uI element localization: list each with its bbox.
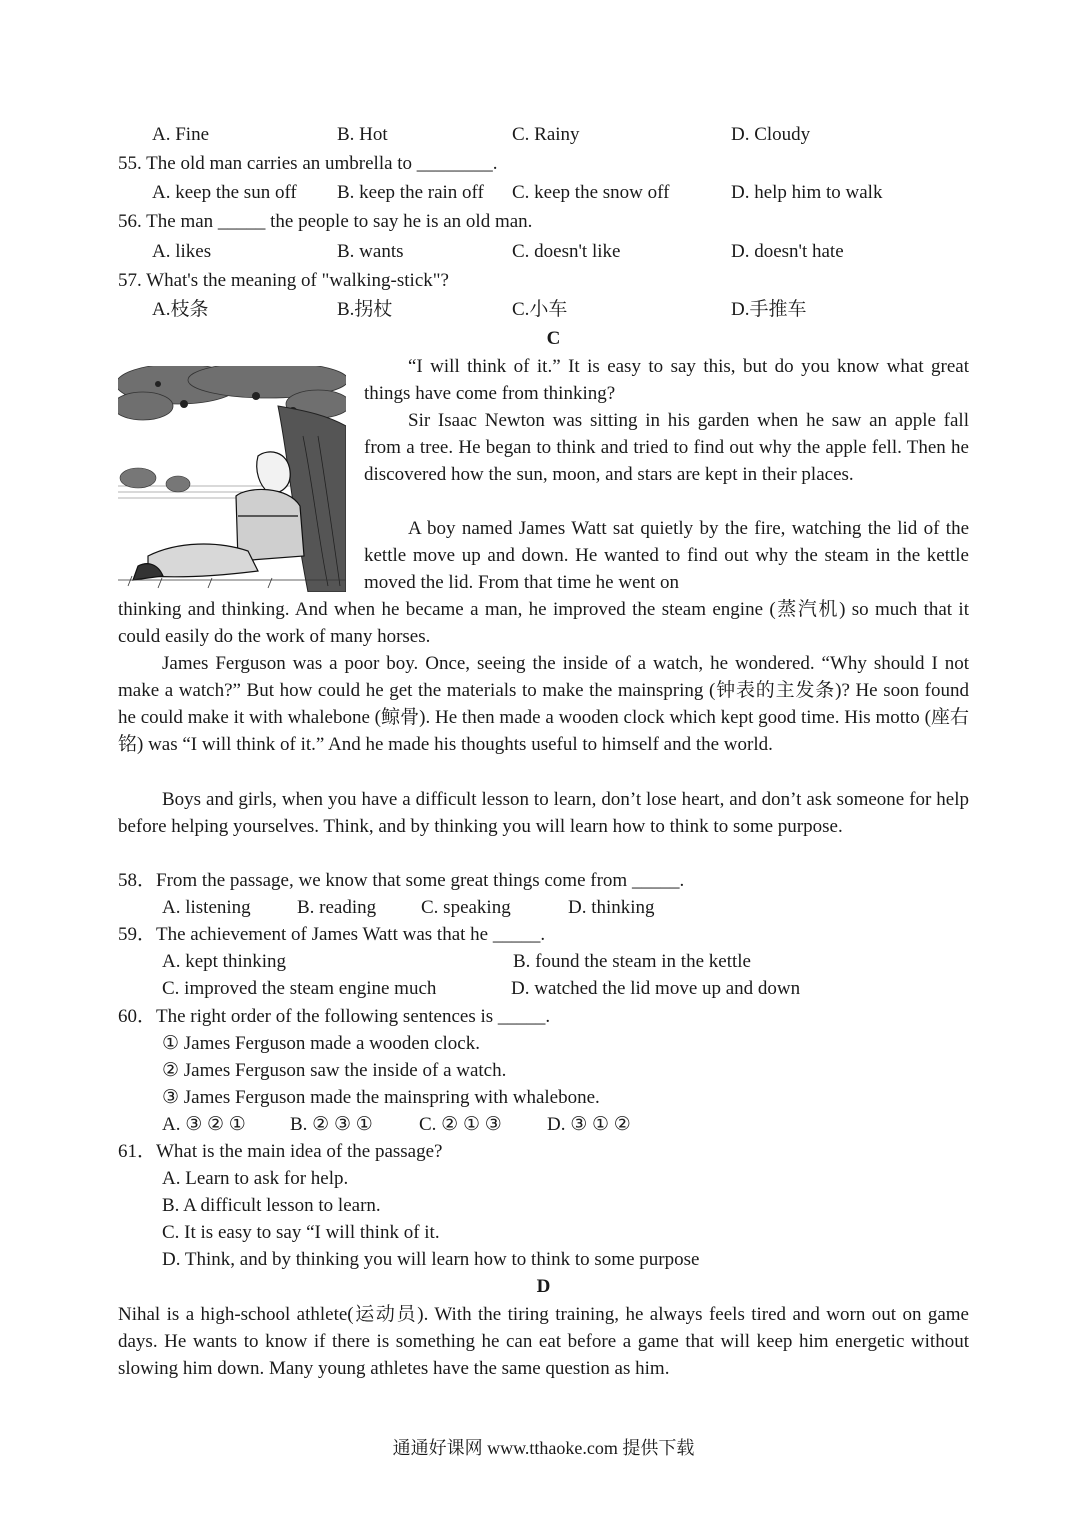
q57-stem: 57. What's the meaning of "walking-stick"? (118, 270, 449, 291)
q56-stem: 56. The man _____ the people to say he is an old man. (118, 211, 533, 232)
q61-stem: 61．What is the main idea of the passage? (118, 1141, 443, 1162)
section-c-paragraph-5: Boys and girls, when you have a difficult lesson to learn, don’t lose heart, and don’t ask someone for help before helping yourselves. Think, and by thinking you will learn how to think to some purpose. (118, 789, 969, 838)
q56-option-c: C. doesn't like (512, 241, 621, 262)
q60-option-c: C. ② ① ③ (419, 1114, 502, 1135)
q60-option-d: D. ③ ① ② (547, 1114, 631, 1135)
q55-option-d: D. help him to walk (731, 182, 883, 203)
q54-option-a: A. Fine (152, 124, 209, 145)
q55-option-b: B. keep the rain off (337, 182, 484, 203)
q54-option-c: C. Rainy (512, 124, 580, 145)
section-c-paragraph-3b: thinking and thinking. And when he became a man, he improved the steam engine (蒸汽机) so much that it could easily do the work of many horses. (118, 599, 969, 648)
q61-option-b: B. A difficult lesson to learn. (162, 1195, 381, 1216)
q58-option-b: B. reading (297, 897, 377, 918)
q60-sentence-1: ① James Ferguson made a wooden clock. (162, 1033, 480, 1054)
q55-option-a: A. keep the sun off (152, 182, 297, 203)
newton-under-tree-illustration (118, 366, 346, 592)
section-c-paragraph-3a: A boy named James Watt sat quietly by the fire, watching the lid of the kettle move up and down. He wanted to find out why the steam in the kettle moved the lid. From that time he went on (364, 518, 969, 594)
section-d-paragraph-1: Nihal is a high-school athlete(运动员). With the tiring training, he always feels tired and worn out on game days. He wants to know if there is something he can eat before a game that will keep him energetic without slowing him down. Many young athletes have the same question as him. (118, 1304, 969, 1380)
q59-option-c: C. improved the steam engine much (162, 978, 437, 999)
q59-option-d: D. watched the lid move up and down (511, 978, 801, 999)
q58-stem: 58．From the passage, we know that some great things come from _____. (118, 870, 685, 891)
q61-option-d: D. Think, and by thinking you will learn how to think to some purpose (162, 1249, 700, 1270)
q58-option-a: A. listening (162, 897, 251, 918)
q56-option-a: A. likes (152, 241, 212, 262)
q60-sentence-2: ② James Ferguson saw the inside of a watch. (162, 1060, 507, 1081)
q58-option-d: D. thinking (568, 897, 655, 918)
q60-option-a: A. ③ ② ① (162, 1114, 246, 1135)
q58-option-c: C. speaking (421, 897, 511, 918)
q54-option-d: D. Cloudy (731, 124, 811, 145)
q60-option-b: B. ② ③ ① (290, 1114, 373, 1135)
q57-option-b: B.拐杖 (337, 299, 393, 320)
q59-option-a: A. kept thinking (162, 951, 287, 972)
q57-option-d: D.手推车 (731, 299, 807, 320)
section-d-heading: D (536, 1276, 551, 1297)
q57-option-c: C.小车 (512, 299, 568, 320)
q56-option-b: B. wants (337, 241, 404, 262)
section-c-heading: C (546, 328, 561, 349)
q59-option-b: B. found the steam in the kettle (513, 951, 751, 972)
q55-option-c: C. keep the snow off (512, 182, 670, 203)
q60-sentence-3: ③ James Ferguson made the mainspring with whalebone. (162, 1087, 600, 1108)
section-c-paragraph-1: “I will think of it.” It is easy to say this, but do you know what great things have come from thinking? (364, 356, 969, 405)
q59-stem: 59．The achievement of James Watt was that he _____. (118, 924, 546, 945)
q61-option-a: A. Learn to ask for help. (162, 1168, 349, 1189)
section-c-paragraph-4: James Ferguson was a poor boy. Once, seeing the inside of a watch, he wondered. “Why should I not make a watch?” But how could he get the materials to make the mainspring (钟表的主发条)? He soon found he could make it with whalebone (鲸骨). He then made a wooden clock which kept good time. His motto (座右铭) was “I will think of it.” And he made his thoughts useful to himself and the world. (118, 653, 969, 756)
q57-option-a: A.枝条 (152, 299, 209, 320)
q55-stem: 55. The old man carries an umbrella to ________. (118, 153, 498, 174)
section-c-paragraph-2: Sir Isaac Newton was sitting in his garden when he saw an apple fall from a tree. He began to think and tried to find out why the apple fell. Then he discovered how the sun, moon, and stars are kept in their places. (364, 410, 969, 486)
q61-option-c: C. It is easy to say “I will think of it. (162, 1222, 440, 1243)
q54-option-b: B. Hot (337, 124, 388, 145)
page-footer: 通通好课网 www.tthaoke.com 提供下载 (392, 1438, 695, 1458)
q56-option-d: D. doesn't hate (731, 241, 844, 262)
q60-stem: 60．The right order of the following sentences is _____. (118, 1006, 551, 1027)
